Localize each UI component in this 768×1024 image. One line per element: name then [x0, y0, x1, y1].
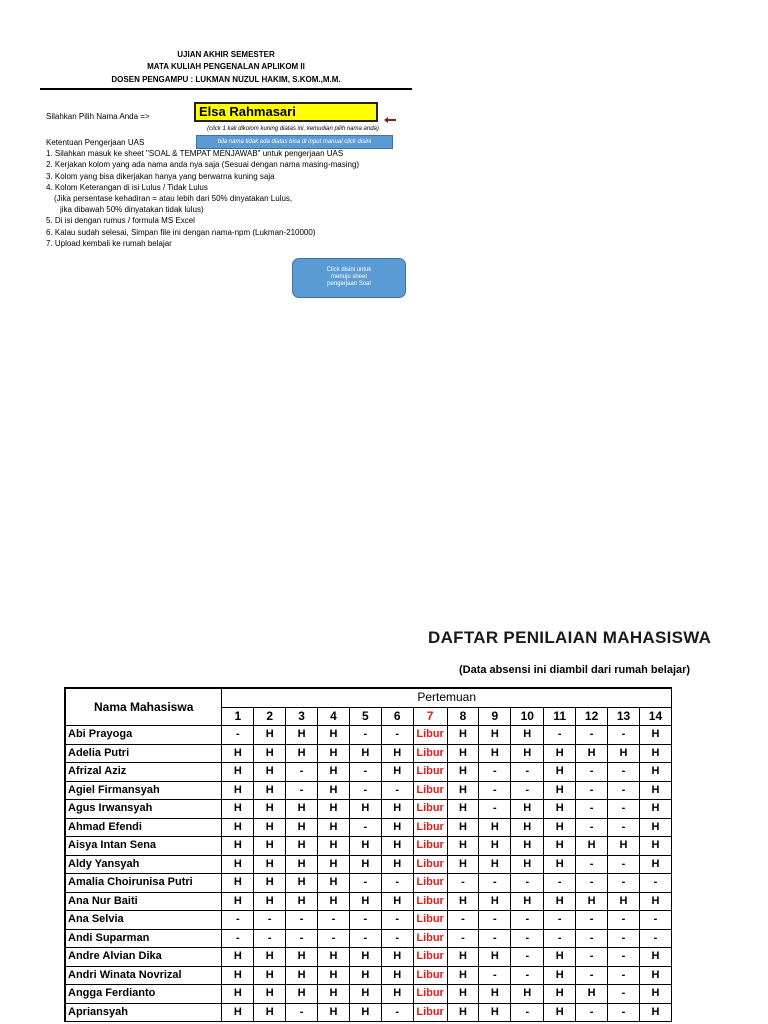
meeting-number-header: 11	[544, 707, 576, 726]
attendance-cell: -	[576, 911, 608, 930]
table-subtitle: (Data absensi ini diambil dari rumah belajar)	[459, 664, 691, 676]
attendance-cell: Libur	[413, 929, 447, 948]
attendance-cell: -	[479, 874, 511, 893]
attendance-cell: H	[381, 837, 413, 856]
attendance-cell: H	[317, 892, 349, 911]
attendance-cell: H	[479, 855, 511, 874]
student-name-cell: Ahmad Efendi	[65, 818, 222, 837]
table-row	[65, 892, 672, 911]
rule-item: 2. Kerjakan kolom yang ada nama anda nya saja (Sesuai dengan nama masing-masing)	[46, 160, 360, 170]
student-name-cell: Ana Selvia	[65, 911, 222, 930]
attendance-cell: H	[639, 985, 671, 1004]
attendance-cell: -	[317, 911, 349, 930]
attendance-cell: H	[286, 874, 318, 893]
attendance-cell: H	[479, 892, 511, 911]
attendance-cell: -	[349, 763, 381, 782]
attendance-cell: -	[576, 763, 608, 782]
attendance-cell: H	[317, 744, 349, 763]
attendance-cell: H	[639, 948, 671, 967]
attendance-cell: H	[639, 781, 671, 800]
attendance-cell: -	[576, 929, 608, 948]
attendance-cell: -	[479, 781, 511, 800]
attendance-cell: -	[349, 911, 381, 930]
attendance-cell: H	[222, 800, 254, 819]
attendance-cell: H	[254, 855, 286, 874]
attendance-cell: -	[349, 726, 381, 745]
attendance-cell: H	[544, 800, 576, 819]
attendance-cell: H	[639, 726, 671, 745]
attendance-cell: H	[447, 800, 479, 819]
attendance-cell: -	[608, 966, 640, 985]
attendance-cell: H	[286, 818, 318, 837]
meeting-number-header: 13	[608, 707, 640, 726]
attendance-cell: -	[511, 929, 544, 948]
attendance-cell: H	[222, 874, 254, 893]
meeting-number-header: 3	[286, 707, 318, 726]
attendance-cell: H	[349, 892, 381, 911]
table-row	[65, 818, 672, 837]
attendance-cell: H	[254, 985, 286, 1004]
attendance-cell: -	[511, 763, 544, 782]
attendance-cell: H	[349, 1003, 381, 1022]
attendance-cell: H	[222, 763, 254, 782]
table-row	[65, 929, 672, 948]
attendance-cell: -	[286, 1003, 318, 1022]
table-row	[65, 855, 672, 874]
attendance-cell: H	[479, 744, 511, 763]
table-row	[65, 781, 672, 800]
attendance-cell: -	[381, 726, 413, 745]
attendance-cell: H	[254, 744, 286, 763]
attendance-cell: Libur	[413, 966, 447, 985]
attendance-cell: H	[317, 948, 349, 967]
attendance-cell: H	[511, 855, 544, 874]
attendance-cell: -	[479, 763, 511, 782]
attendance-cell: H	[222, 781, 254, 800]
attendance-cell: -	[381, 1003, 413, 1022]
attendance-cell: H	[349, 744, 381, 763]
meeting-group-header: Pertemuan	[222, 688, 672, 707]
attendance-cell: H	[381, 855, 413, 874]
attendance-cell: Libur	[413, 892, 447, 911]
attendance-cell: -	[447, 911, 479, 930]
attendance-cell: H	[544, 948, 576, 967]
attendance-cell: H	[544, 744, 576, 763]
attendance-cell: -	[608, 911, 640, 930]
attendance-cell: H	[349, 948, 381, 967]
attendance-cell: -	[511, 874, 544, 893]
rule-item: 4. Kolom Keterangan di isi Lulus / Tidak Lulus	[46, 182, 208, 192]
attendance-cell: H	[447, 1003, 479, 1022]
attendance-cell: -	[286, 929, 318, 948]
attendance-cell: H	[479, 818, 511, 837]
name-prompt: Silahkan Pilih Nama Anda =>	[46, 112, 150, 121]
table-row	[65, 1003, 672, 1022]
attendance-cell: Libur	[413, 726, 447, 745]
attendance-cell: H	[317, 985, 349, 1004]
student-name-cell: Adelia Putri	[65, 744, 222, 763]
attendance-cell: H	[317, 966, 349, 985]
student-name-cell: Agiel Firmansyah	[65, 781, 222, 800]
attendance-cell: H	[349, 966, 381, 985]
attendance-cell: H	[317, 726, 349, 745]
attendance-cell: H	[544, 837, 576, 856]
attendance-cell: H	[222, 966, 254, 985]
student-name-cell: Andri Winata Novrizal	[65, 966, 222, 985]
attendance-cell: -	[639, 929, 671, 948]
attendance-cell: H	[544, 781, 576, 800]
attendance-cell: -	[511, 1003, 544, 1022]
attendance-cell: H	[479, 837, 511, 856]
attendance-cell: Libur	[413, 837, 447, 856]
table-row	[65, 726, 672, 745]
attendance-cell: H	[639, 837, 671, 856]
attendance-cell: H	[639, 800, 671, 819]
attendance-cell: H	[381, 892, 413, 911]
table-header-row	[65, 688, 672, 707]
attendance-cell: H	[254, 837, 286, 856]
attendance-cell: H	[544, 985, 576, 1004]
attendance-cell: H	[222, 892, 254, 911]
meeting-number-header: 8	[447, 707, 479, 726]
attendance-cell: H	[381, 800, 413, 819]
meeting-number-header: 7	[413, 707, 447, 726]
student-name-cell: Andi Suparman	[65, 929, 222, 948]
attendance-cell: Libur	[413, 744, 447, 763]
attendance-cell: H	[544, 855, 576, 874]
attendance-cell: Libur	[413, 1003, 447, 1022]
attendance-cell: H	[349, 855, 381, 874]
student-name-cell: Aisya Intan Sena	[65, 837, 222, 856]
meeting-number-header: 2	[254, 707, 286, 726]
attendance-cell: H	[447, 744, 479, 763]
attendance-cell: Libur	[413, 763, 447, 782]
student-name-cell: Apriansyah	[65, 1003, 222, 1022]
attendance-cell: -	[608, 855, 640, 874]
attendance-cell: H	[254, 726, 286, 745]
attendance-cell: H	[286, 800, 318, 819]
attendance-cell: H	[317, 837, 349, 856]
attendance-cell: H	[576, 744, 608, 763]
student-name-cell: Agus Irwansyah	[65, 800, 222, 819]
attendance-cell: H	[254, 892, 286, 911]
attendance-cell: H	[222, 744, 254, 763]
rule-item: 6. Kalau sudah selesai, Simpan file ini dengan nama-npm (Lukman-210000)	[46, 227, 316, 237]
attendance-cell: -	[479, 966, 511, 985]
attendance-cell: -	[511, 781, 544, 800]
attendance-cell: -	[544, 726, 576, 745]
attendance-cell: H	[317, 800, 349, 819]
student-name-cell: Amalia Choirunisa Putri	[65, 874, 222, 893]
attendance-cell: -	[222, 911, 254, 930]
attendance-cell: -	[286, 911, 318, 930]
attendance-cell: -	[381, 874, 413, 893]
attendance-cell: H	[349, 985, 381, 1004]
attendance-cell: H	[317, 1003, 349, 1022]
attendance-cell: H	[639, 966, 671, 985]
attendance-cell: -	[447, 874, 479, 893]
attendance-cell: -	[576, 874, 608, 893]
attendance-cell: H	[254, 1003, 286, 1022]
attendance-cell: -	[639, 911, 671, 930]
attendance-cell: H	[608, 892, 640, 911]
student-name-cell: Afrizal Aziz	[65, 763, 222, 782]
attendance-cell: -	[511, 911, 544, 930]
attendance-cell: H	[254, 763, 286, 782]
attendance-cell: H	[286, 966, 318, 985]
meeting-number-header: 5	[349, 707, 381, 726]
attendance-cell: Libur	[413, 911, 447, 930]
attendance-cell: H	[544, 892, 576, 911]
attendance-cell: -	[381, 911, 413, 930]
attendance-cell: H	[544, 1003, 576, 1022]
course-title: MATA KULIAH PENGENALAN APLIKOM II	[147, 62, 305, 71]
attendance-cell: H	[479, 1003, 511, 1022]
attendance-cell: H	[608, 744, 640, 763]
go-button-label: Click disini untuk menuju sheet pengerjaan Soal	[326, 267, 372, 287]
attendance-cell: H	[381, 985, 413, 1004]
meeting-number-header: 10	[511, 707, 544, 726]
attendance-cell: -	[576, 726, 608, 745]
table-row	[65, 911, 672, 930]
attendance-cell: H	[286, 985, 318, 1004]
attendance-cell: H	[511, 744, 544, 763]
attendance-cell: H	[479, 985, 511, 1004]
attendance-cell: -	[576, 781, 608, 800]
rule-item: 3. Kolom yang bisa dikerjakan hanya yang berwarna kuning saja	[46, 171, 275, 181]
attendance-cell: H	[639, 763, 671, 782]
attendance-cell: -	[511, 966, 544, 985]
attendance-cell: -	[608, 985, 640, 1004]
attendance-cell: -	[511, 948, 544, 967]
table-row	[65, 985, 672, 1004]
attendance-cell: H	[381, 818, 413, 837]
attendance-cell: H	[447, 966, 479, 985]
rule-item: 1. Silahkan masuk ke sheet "SOAL & TEMPAT MENJAWAB" untuk pengerjaan UAS	[46, 149, 344, 159]
attendance-cell: -	[222, 929, 254, 948]
attendance-cell: H	[317, 763, 349, 782]
name-column-header: Nama Mahasiswa	[65, 688, 222, 726]
attendance-cell: -	[317, 929, 349, 948]
attendance-cell: -	[639, 874, 671, 893]
attendance-cell: -	[608, 818, 640, 837]
attendance-cell: H	[286, 726, 318, 745]
attendance-cell: -	[576, 966, 608, 985]
attendance-table	[64, 687, 672, 1022]
table-row	[65, 800, 672, 819]
attendance-cell: H	[576, 892, 608, 911]
attendance-cell: H	[576, 837, 608, 856]
attendance-cell: -	[286, 781, 318, 800]
attendance-cell: H	[222, 985, 254, 1004]
student-name-cell: Andre Alvian Dika	[65, 948, 222, 967]
attendance-cell: H	[511, 892, 544, 911]
table-title: DAFTAR PENILAIAN MAHASISWA	[428, 628, 712, 647]
table-row	[65, 837, 672, 856]
attendance-cell: H	[317, 818, 349, 837]
attendance-cell: H	[222, 837, 254, 856]
student-name-cell: Angga Ferdianto	[65, 985, 222, 1004]
attendance-cell: H	[447, 726, 479, 745]
attendance-cell: H	[511, 837, 544, 856]
attendance-cell: Libur	[413, 818, 447, 837]
attendance-cell: H	[222, 855, 254, 874]
attendance-cell: -	[381, 929, 413, 948]
attendance-cell: H	[639, 892, 671, 911]
attendance-cell: -	[608, 781, 640, 800]
attendance-cell: -	[608, 800, 640, 819]
attendance-cell: -	[447, 929, 479, 948]
attendance-cell: -	[479, 800, 511, 819]
attendance-cell: -	[576, 818, 608, 837]
attendance-cell: -	[608, 948, 640, 967]
attendance-cell: -	[349, 818, 381, 837]
attendance-cell: H	[544, 966, 576, 985]
attendance-cell: H	[349, 837, 381, 856]
attendance-cell: H	[317, 855, 349, 874]
attendance-cell: H	[222, 818, 254, 837]
rule-item: 7. Upload kembali ke rumah belajar	[46, 238, 172, 248]
attendance-cell: -	[544, 929, 576, 948]
attendance-cell: H	[639, 855, 671, 874]
attendance-cell: H	[447, 985, 479, 1004]
attendance-cell: -	[544, 911, 576, 930]
attendance-cell: H	[286, 855, 318, 874]
attendance-cell: H	[381, 763, 413, 782]
attendance-cell: H	[639, 818, 671, 837]
attendance-cell: H	[254, 966, 286, 985]
attendance-cell: H	[254, 948, 286, 967]
meeting-number-header: 12	[576, 707, 608, 726]
attendance-cell: H	[317, 874, 349, 893]
attendance-cell: -	[254, 911, 286, 930]
student-name-cell: Ana Nur Baiti	[65, 892, 222, 911]
attendance-cell: H	[544, 818, 576, 837]
attendance-cell: H	[608, 837, 640, 856]
attendance-cell: H	[479, 948, 511, 967]
attendance-cell: -	[349, 781, 381, 800]
table-row	[65, 948, 672, 967]
attendance-cell: H	[286, 892, 318, 911]
meeting-number-header: 9	[479, 707, 511, 726]
select-hint: (click 1 kali dikolom kuning diatas ini, kemudian pilih nama anda)	[207, 126, 379, 132]
attendance-cell: Libur	[413, 985, 447, 1004]
attendance-cell: H	[639, 744, 671, 763]
attendance-cell: H	[511, 726, 544, 745]
attendance-cell: -	[608, 726, 640, 745]
attendance-cell: H	[576, 985, 608, 1004]
attendance-cell: Libur	[413, 855, 447, 874]
attendance-cell: -	[544, 874, 576, 893]
attendance-cell: H	[511, 985, 544, 1004]
attendance-cell: H	[447, 763, 479, 782]
student-name-cell: Aldy Yansyah	[65, 855, 222, 874]
attendance-cell: H	[447, 837, 479, 856]
attendance-cell: Libur	[413, 781, 447, 800]
attendance-cell: H	[254, 800, 286, 819]
table-row	[65, 763, 672, 782]
rule-item: 5. Di isi dengan rumus / formula MS Excel	[46, 216, 195, 226]
rule-item: jika dibawah 50% dinyatakan tidak lulus)	[60, 205, 204, 215]
attendance-cell: H	[447, 948, 479, 967]
attendance-cell: -	[576, 948, 608, 967]
attendance-cell: -	[381, 781, 413, 800]
attendance-cell: -	[576, 1003, 608, 1022]
name-select-dropdown[interactable]: Elsa Rahmasari	[194, 102, 378, 122]
attendance-cell: H	[254, 781, 286, 800]
attendance-cell: -	[479, 929, 511, 948]
attendance-cell: H	[317, 781, 349, 800]
exam-title: UJIAN AKHIR SEMESTER	[177, 50, 275, 59]
attendance-cell: H	[479, 726, 511, 745]
attendance-cell: -	[576, 800, 608, 819]
manual-input-button[interactable]: bila nama tidak ada diatas bisa di input manual click disini	[196, 135, 393, 149]
attendance-cell: H	[381, 966, 413, 985]
attendance-cell: H	[286, 837, 318, 856]
attendance-cell: H	[639, 1003, 671, 1022]
attendance-cell: -	[608, 1003, 640, 1022]
meeting-number-header: 4	[317, 707, 349, 726]
attendance-cell: H	[511, 800, 544, 819]
attendance-cell: H	[254, 818, 286, 837]
meeting-number-header: 14	[639, 707, 671, 726]
meeting-number-header: 1	[222, 707, 254, 726]
attendance-cell: H	[222, 948, 254, 967]
rule-item: (Jika persentase kehadiran = atau lebih dari 50% dinyatakan Lulus,	[54, 194, 293, 204]
attendance-cell: H	[254, 874, 286, 893]
attendance-cell: H	[544, 763, 576, 782]
meeting-number-header: 6	[381, 707, 413, 726]
attendance-cell: H	[286, 948, 318, 967]
attendance-cell: -	[349, 929, 381, 948]
attendance-cell: H	[447, 781, 479, 800]
attendance-cell: -	[286, 763, 318, 782]
attendance-cell: H	[286, 744, 318, 763]
table-row	[65, 744, 672, 763]
attendance-cell: Libur	[413, 800, 447, 819]
attendance-cell: -	[608, 874, 640, 893]
attendance-cell: -	[349, 874, 381, 893]
student-name-cell: Abi Prayoga	[65, 726, 222, 745]
attendance-cell: H	[222, 1003, 254, 1022]
attendance-cell: -	[479, 911, 511, 930]
attendance-cell: H	[447, 818, 479, 837]
table-row	[65, 874, 672, 893]
attendance-cell: H	[381, 744, 413, 763]
attendance-cell: Libur	[413, 874, 447, 893]
attendance-cell: H	[447, 855, 479, 874]
lecturer-line: DOSEN PENGAMPU : LUKMAN NUZUL HAKIM, S.KOM.,M.M.	[111, 75, 341, 84]
attendance-cell: H	[381, 948, 413, 967]
attendance-cell: -	[608, 763, 640, 782]
attendance-cell: -	[608, 929, 640, 948]
attendance-cell: -	[254, 929, 286, 948]
rules-heading: Ketentuan Pengerjaan UAS	[46, 138, 145, 147]
attendance-cell: -	[222, 726, 254, 745]
attendance-cell: -	[576, 855, 608, 874]
table-row	[65, 966, 672, 985]
attendance-cell: H	[349, 800, 381, 819]
attendance-cell: Libur	[413, 948, 447, 967]
attendance-cell: H	[511, 818, 544, 837]
attendance-cell: H	[447, 892, 479, 911]
